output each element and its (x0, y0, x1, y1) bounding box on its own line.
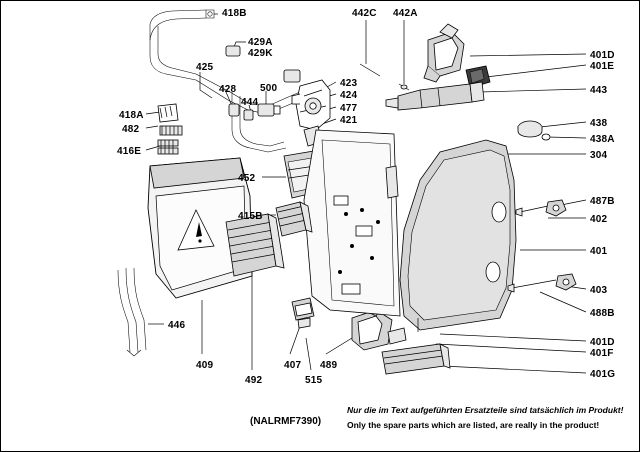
callout-482: 482 (122, 124, 140, 135)
callout-442A: 442A (393, 8, 418, 19)
callout-488B: 488B (590, 308, 615, 319)
callout-401D-bottom: 401D (590, 337, 615, 348)
callout-415B: 415B (238, 211, 263, 222)
callout-418A: 418A (119, 110, 144, 121)
callout-489: 489 (320, 360, 338, 371)
callout-446: 446 (168, 320, 186, 331)
drawing-code: (NALRMF7390) (250, 416, 322, 427)
callout-401E: 401E (590, 61, 615, 72)
callout-401F: 401F (590, 348, 614, 359)
callout-487B: 487B (590, 196, 615, 207)
callout-428: 428 (219, 84, 237, 95)
callout-425: 425 (196, 62, 214, 73)
callout-438: 438 (590, 118, 608, 129)
callout-401: 401 (590, 246, 608, 257)
callout-429A: 429A (248, 37, 273, 48)
callout-416E: 416E (117, 146, 142, 157)
callout-443: 443 (590, 85, 608, 96)
callout-424: 424 (340, 90, 358, 101)
callout-304: 304 (590, 150, 608, 161)
callout-515: 515 (305, 375, 323, 386)
callout-500: 500 (260, 83, 278, 94)
callout-452: 452 (238, 173, 256, 184)
note-german: Nur die im Text aufgeführten Ersatzteile sind tatsächlich im Produkt! (347, 405, 624, 415)
callout-402: 402 (590, 214, 608, 225)
callout-409: 409 (196, 360, 214, 371)
callout-401D-top: 401D (590, 50, 615, 61)
callout-401G: 401G (590, 369, 616, 380)
callout-407: 407 (284, 360, 302, 371)
callout-438A: 438A (590, 134, 615, 145)
callout-418B: 418B (222, 8, 247, 19)
callout-492: 492 (245, 375, 263, 386)
callout-421: 421 (340, 115, 358, 126)
callout-477: 477 (340, 103, 358, 114)
callout-423: 423 (340, 78, 358, 89)
note-english: Only the spare parts which are listed, are really in the product! (347, 420, 600, 430)
callout-442C: 442C (352, 8, 377, 19)
callout-429K: 429K (248, 48, 273, 59)
callout-444: 444 (241, 97, 259, 108)
callout-403: 403 (590, 285, 608, 296)
